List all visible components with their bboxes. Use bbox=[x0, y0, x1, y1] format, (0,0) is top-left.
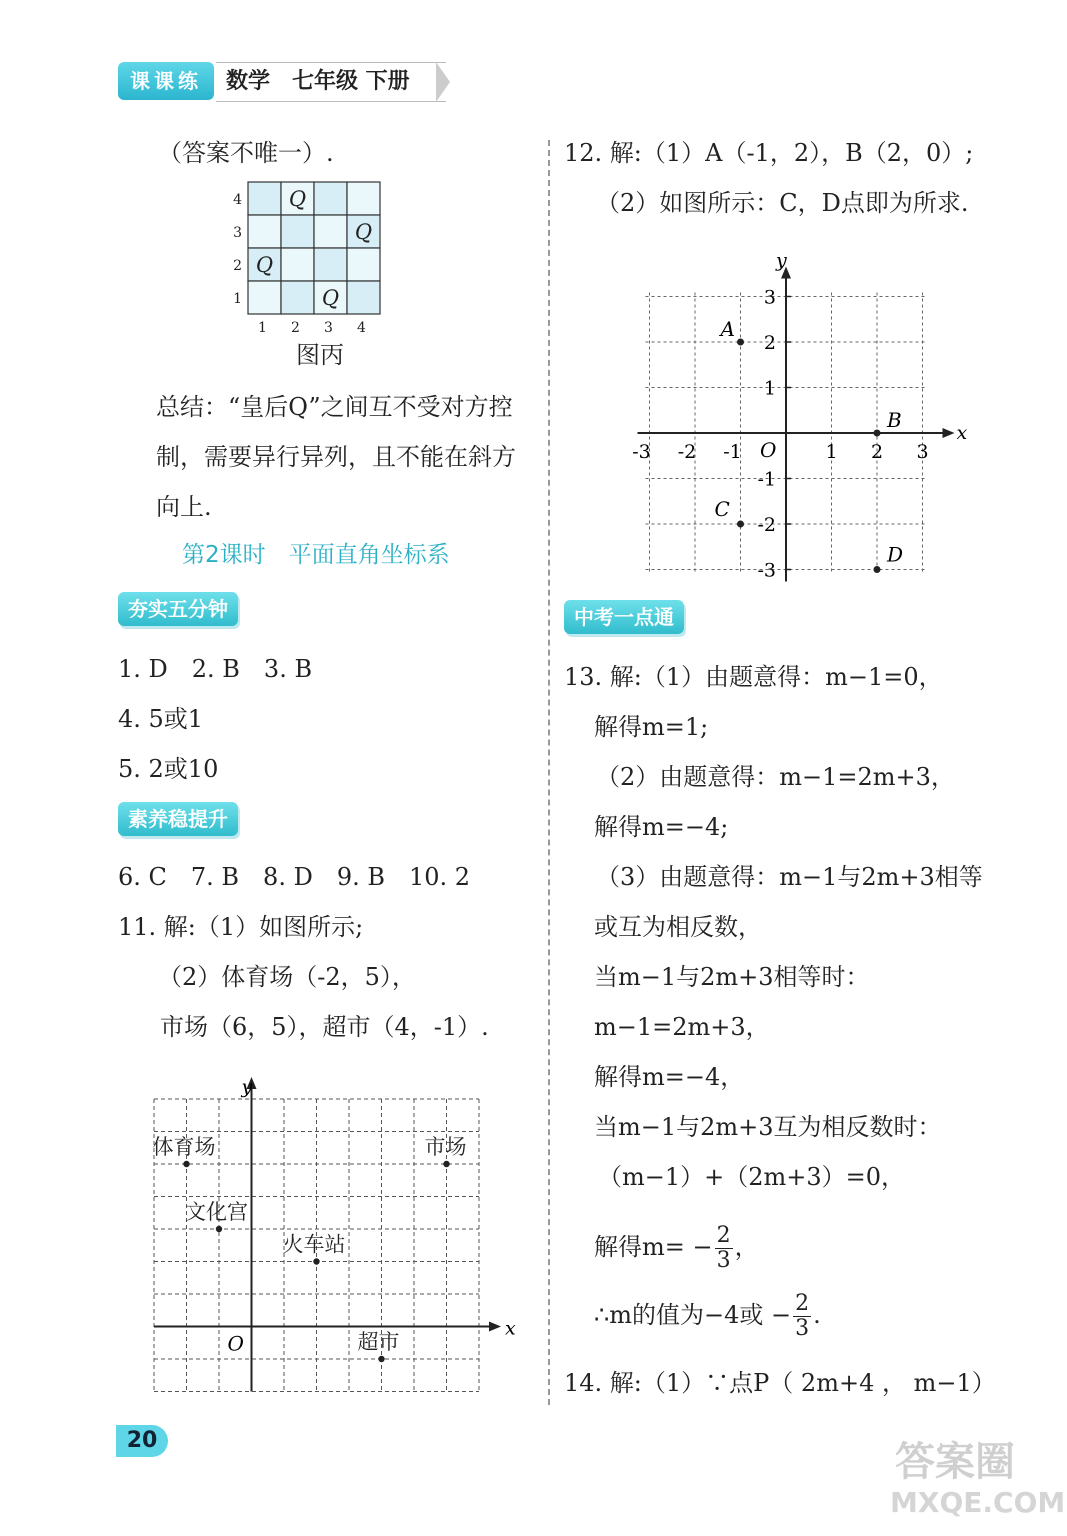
q13-line-4: 解得m=−4; bbox=[594, 813, 729, 841]
answers-6-10: 6. C 7. B 8. D 9. B 10. 2 bbox=[118, 863, 471, 891]
q13-line-7: 当m−1与2m+3相等时： bbox=[594, 963, 870, 991]
coord-x-axis-label: x bbox=[956, 422, 968, 444]
fraction-two-thirds bbox=[715, 1224, 733, 1273]
map-place-label: 文化宫 bbox=[185, 1200, 248, 1224]
coord-y-tick: -2 bbox=[757, 514, 776, 536]
coord-x-tick: 2 bbox=[870, 441, 884, 463]
q13-line-2: 解得m=1; bbox=[594, 713, 709, 741]
coord-origin-label: O bbox=[760, 438, 777, 462]
coord-y-tick: 1 bbox=[763, 377, 776, 400]
board-cell bbox=[281, 281, 314, 314]
answers-1-3: 1. D 2. B 3. B bbox=[118, 655, 313, 683]
q13-line-10: 当m−1与2m+3互为相反数时： bbox=[594, 1113, 942, 1141]
board-cell bbox=[248, 281, 281, 314]
q13-line-9: 解得m=−4， bbox=[594, 1063, 745, 1091]
fraction-denominator: 3 bbox=[795, 1316, 810, 1341]
section-tag-exam: 中考一点通 bbox=[564, 600, 684, 634]
coord-x-tick: 1 bbox=[825, 441, 838, 463]
q14-line: 14. 解:（1）∵点P（ 2m+4 ， m−1） bbox=[564, 1369, 996, 1397]
queen-marker: Q bbox=[354, 220, 373, 244]
fraction-numerator: 2 bbox=[795, 1291, 810, 1316]
board-cell bbox=[314, 215, 347, 248]
q12-part2: （2）如图所示：C，D点即为所求. bbox=[596, 189, 969, 217]
board-cell bbox=[248, 182, 281, 215]
final-suffix: . bbox=[813, 1301, 821, 1329]
coord-x-tick: 3 bbox=[916, 441, 929, 463]
coord-x-tick: -1 bbox=[723, 441, 742, 463]
coord-point bbox=[737, 339, 744, 346]
queen-marker: Q bbox=[321, 286, 340, 310]
board-row-label: 2 bbox=[233, 258, 242, 274]
q13-line-6: 或互为相反数， bbox=[594, 913, 762, 941]
queen-marker: Q bbox=[288, 187, 307, 211]
solution-suffix: ， bbox=[734, 1233, 759, 1261]
fraction-two-thirds-final bbox=[793, 1292, 811, 1341]
coord-y-tick: -1 bbox=[757, 468, 776, 491]
q13-solution bbox=[594, 1222, 759, 1273]
board-col-label: 1 bbox=[258, 320, 267, 336]
board-row-label: 1 bbox=[233, 291, 242, 307]
coordinate-plane bbox=[628, 240, 978, 585]
board-cell bbox=[347, 281, 380, 314]
q13-line-1: 13. 解:（1）由题意得：m−1=0， bbox=[564, 663, 943, 691]
coord-y-tick: -3 bbox=[757, 559, 776, 582]
coord-point-label: D bbox=[887, 542, 904, 567]
map-place-label: 超市 bbox=[357, 1330, 400, 1354]
coord-x-tick: -3 bbox=[632, 441, 651, 463]
map-place-label: 火车站 bbox=[282, 1232, 346, 1257]
page-number: 20 bbox=[116, 1425, 168, 1457]
section-tag-advance: 素养稳提升 bbox=[118, 802, 238, 836]
board-cell bbox=[281, 248, 314, 281]
board-cell bbox=[314, 248, 347, 281]
map-x-axis-label: x bbox=[505, 1317, 516, 1340]
board-col-label: 4 bbox=[357, 320, 366, 336]
map-point bbox=[183, 1161, 189, 1167]
watermark-logo: 答案圈 bbox=[895, 1439, 1015, 1485]
coord-point-label: A bbox=[720, 317, 735, 341]
board-cell bbox=[281, 215, 314, 248]
q13-line-11: （m−1）+（2m+3）=0， bbox=[598, 1163, 906, 1191]
board-row-label: 4 bbox=[233, 192, 242, 208]
coord-x-tick: -2 bbox=[677, 441, 697, 463]
q11-part1: 11. 解:（1）如图所示; bbox=[118, 913, 364, 941]
q11-part2: （2）体育场（-2，5）， bbox=[158, 963, 416, 991]
coord-y-axis-label: y bbox=[776, 249, 787, 272]
board-row-label: 3 bbox=[233, 225, 242, 241]
board-cell bbox=[248, 215, 281, 248]
board-cell bbox=[347, 248, 380, 281]
coord-point-label: C bbox=[714, 497, 730, 521]
map-point bbox=[378, 1356, 384, 1362]
q13-line-3: （2）由题意得：m−1=2m+3， bbox=[596, 763, 955, 791]
map-point bbox=[216, 1226, 222, 1232]
board-col-label: 2 bbox=[291, 320, 300, 336]
map-place-label: 体育场 bbox=[152, 1135, 216, 1159]
fraction-denominator: 3 bbox=[716, 1248, 731, 1273]
board-col-label: 3 bbox=[324, 320, 333, 336]
coord-point-label: B bbox=[887, 408, 902, 432]
map-place-label: 市场 bbox=[424, 1135, 467, 1159]
section-tag-basic: 夯实五分钟 bbox=[118, 592, 238, 626]
answer-4: 4. 5或1 bbox=[118, 705, 204, 733]
board-cell bbox=[314, 182, 347, 215]
coord-point bbox=[874, 566, 881, 573]
q13-line-8: m−1=2m+3， bbox=[594, 1013, 770, 1041]
map-y-axis-label: y bbox=[241, 1076, 253, 1098]
column-divider bbox=[548, 140, 550, 1405]
board-cell bbox=[347, 182, 380, 215]
q13-final bbox=[594, 1290, 821, 1341]
q11-part2-cont: 市场（6，5），超市（4，-1）. bbox=[160, 1013, 489, 1041]
book-series-badge: 课课练 bbox=[118, 62, 214, 100]
final-prefix: ∴m的值为−4或 − bbox=[594, 1301, 792, 1329]
map-grid bbox=[140, 1075, 520, 1405]
summary-line-1: 总结：“皇后Q”之间互不受对方控 bbox=[156, 393, 513, 421]
coord-point bbox=[874, 430, 881, 437]
watermark-url: MXQE.COM bbox=[890, 1486, 1066, 1519]
summary-line-3: 向上. bbox=[156, 493, 212, 521]
q13-line-5: （3）由题意得：m−1与2m+3相等 bbox=[596, 863, 983, 891]
solution-prefix: 解得m= − bbox=[594, 1233, 713, 1261]
coord-y-tick: 3 bbox=[763, 286, 776, 309]
coord-y-tick: 2 bbox=[763, 332, 776, 354]
summary-line-2: 制，需要异行异列，且不能在斜方 bbox=[156, 443, 516, 471]
q12-part1: 12. 解:（1）A（-1，2），B（2，0）; bbox=[564, 139, 974, 167]
map-point bbox=[313, 1258, 319, 1264]
answer-note: （答案不唯一）. bbox=[158, 139, 334, 167]
header-arrow-decoration bbox=[436, 62, 450, 102]
answer-5: 5. 2或10 bbox=[118, 755, 219, 783]
queen-marker: Q bbox=[255, 253, 274, 277]
coord-point bbox=[737, 521, 744, 528]
map-origin-label: O bbox=[227, 1331, 244, 1356]
lesson-title: 第2课时 平面直角坐标系 bbox=[182, 542, 450, 568]
map-point bbox=[443, 1161, 449, 1167]
board-caption: 图丙 bbox=[296, 341, 344, 369]
fraction-numerator: 2 bbox=[716, 1223, 731, 1248]
book-title: 数学 七年级 下册 bbox=[216, 62, 446, 102]
